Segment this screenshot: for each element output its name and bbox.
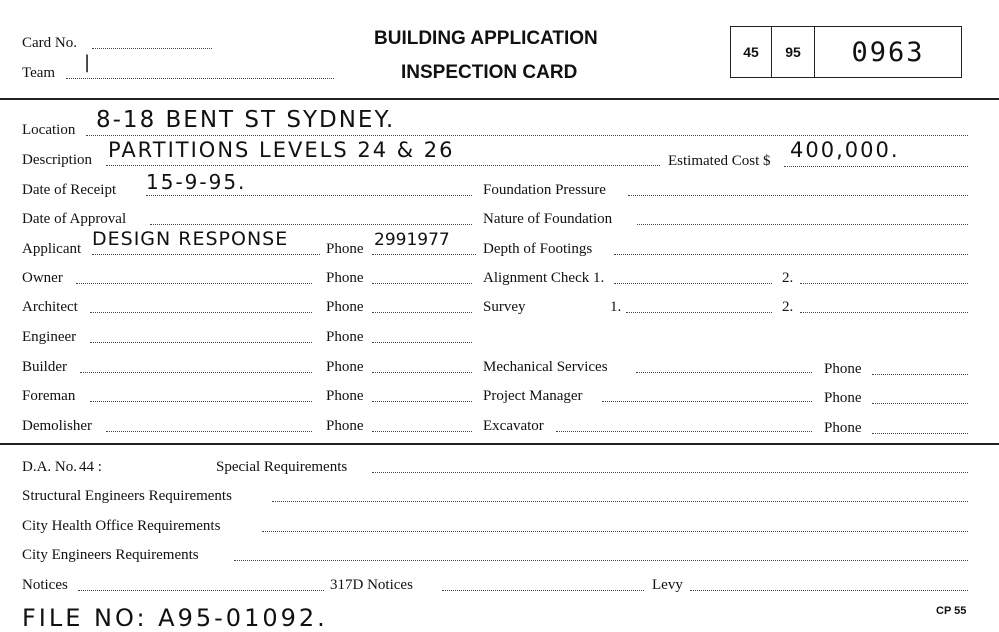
special-requirements-field[interactable]: [372, 472, 968, 473]
survey-2-label: 2.: [782, 299, 794, 315]
structural-engineers-field[interactable]: [272, 501, 968, 502]
excavator-label: Excavator: [483, 418, 544, 434]
architect-phone-field[interactable]: [372, 312, 472, 313]
description-field[interactable]: [106, 165, 660, 166]
location-label: Location: [22, 122, 76, 138]
alignment-check-label: Alignment Check 1.: [483, 270, 605, 286]
demolisher-field[interactable]: [106, 431, 312, 432]
applicant-field[interactable]: [92, 254, 320, 255]
mechanical-services-field[interactable]: [636, 372, 812, 373]
file-no-handwritten: FILE NO: A95-01092.: [22, 604, 328, 632]
levy-label: Levy: [652, 577, 683, 593]
architect-label: Architect: [22, 299, 78, 315]
architect-phone-label: Phone: [326, 299, 364, 315]
team-label: Team: [22, 65, 56, 81]
depth-of-footings-field[interactable]: [614, 254, 968, 255]
header-divider: [0, 98, 999, 100]
section-divider: [0, 443, 999, 445]
survey-label: Survey: [483, 299, 526, 315]
project-manager-phone-field[interactable]: [872, 403, 968, 404]
notices-317d-field[interactable]: [442, 590, 644, 591]
excavator-field[interactable]: [556, 431, 812, 432]
date-of-approval-label: Date of Approval: [22, 211, 127, 227]
special-requirements-label: Special Requirements: [216, 459, 348, 475]
builder-field[interactable]: [80, 372, 312, 373]
levy-field[interactable]: [690, 590, 968, 591]
city-engineers-field[interactable]: [234, 560, 968, 561]
mechanical-services-phone-label: Phone: [824, 361, 862, 377]
nature-of-foundation-field[interactable]: [637, 224, 968, 225]
estimated-cost-field[interactable]: [784, 166, 968, 167]
card-no-label: Card No.: [22, 35, 77, 51]
nature-of-foundation-label: Nature of Foundation: [483, 211, 613, 227]
date-of-approval-field[interactable]: [150, 224, 472, 225]
demolisher-phone-field[interactable]: [372, 431, 472, 432]
form-code: CP 55: [936, 605, 967, 617]
card-number: 0963: [851, 36, 925, 68]
alignment-check-field-1[interactable]: [614, 283, 772, 284]
owner-phone-field[interactable]: [372, 283, 472, 284]
demolisher-phone-label: Phone: [326, 418, 364, 434]
city-engineers-label: City Engineers Requirements: [22, 547, 199, 563]
project-manager-label: Project Manager: [483, 388, 583, 404]
foreman-phone-label: Phone: [326, 388, 364, 404]
date-of-receipt-label: Date of Receipt: [22, 182, 117, 198]
notices-label: Notices: [22, 577, 68, 593]
card-no-field[interactable]: [92, 48, 212, 49]
builder-label: Builder: [22, 359, 67, 375]
builder-phone-label: Phone: [326, 359, 364, 375]
applicant-phone-value: 2991977: [374, 230, 450, 250]
mechanical-services-label: Mechanical Services: [483, 359, 608, 375]
card-number-box: [730, 26, 962, 78]
owner-label: Owner: [22, 270, 63, 286]
date-of-receipt-field[interactable]: [146, 195, 472, 196]
survey-field-1[interactable]: [626, 312, 772, 313]
description-value: PARTITIONS LEVELS 24 & 26: [108, 138, 455, 162]
engineer-field[interactable]: [90, 342, 312, 343]
team-field[interactable]: [66, 78, 334, 79]
builder-phone-field[interactable]: [372, 372, 472, 373]
city-health-label: City Health Office Requirements: [22, 518, 221, 534]
owner-field[interactable]: [76, 283, 312, 284]
notices-field[interactable]: [78, 590, 324, 591]
applicant-value: DESIGN RESPONSE: [92, 228, 289, 250]
foundation-pressure-label: Foundation Pressure: [483, 182, 606, 198]
architect-field[interactable]: [90, 312, 312, 313]
form-title-line1: BUILDING APPLICATION: [374, 28, 598, 49]
engineer-phone-field[interactable]: [372, 342, 472, 343]
location-field[interactable]: [86, 135, 968, 136]
applicant-phone-field[interactable]: [372, 254, 476, 255]
city-health-field[interactable]: [262, 531, 968, 532]
alignment-check-2-label: 2.: [782, 270, 794, 286]
depth-of-footings-label: Depth of Footings: [483, 241, 593, 257]
project-manager-phone-label: Phone: [824, 390, 862, 406]
description-label: Description: [22, 152, 92, 168]
excavator-phone-field[interactable]: [872, 433, 968, 434]
survey-field-2[interactable]: [800, 312, 968, 313]
alignment-check-field-2[interactable]: [800, 283, 968, 284]
da-no-label: D.A. No.: [22, 459, 77, 475]
engineer-label: Engineer: [22, 329, 77, 345]
team-value: |: [84, 52, 93, 73]
foundation-pressure-field[interactable]: [628, 195, 968, 196]
structural-engineers-label: Structural Engineers Requirements: [22, 488, 232, 504]
owner-phone-label: Phone: [326, 270, 364, 286]
applicant-label: Applicant: [22, 241, 82, 257]
applicant-phone-label: Phone: [326, 241, 364, 257]
foreman-label: Foreman: [22, 388, 76, 404]
foreman-field[interactable]: [90, 401, 312, 402]
excavator-phone-label: Phone: [824, 420, 862, 436]
box-cell-1: 45: [731, 27, 772, 77]
estimated-cost-value: 400,000.: [790, 138, 900, 162]
da-no-value: 44 :: [79, 459, 102, 475]
estimated-cost-label: Estimated Cost $: [668, 153, 771, 169]
box-cell-2: 95: [772, 27, 815, 77]
form-title-line2: INSPECTION CARD: [401, 62, 578, 83]
project-manager-field[interactable]: [602, 401, 812, 402]
engineer-phone-label: Phone: [326, 329, 364, 345]
mechanical-services-phone-field[interactable]: [872, 374, 968, 375]
foreman-phone-field[interactable]: [372, 401, 472, 402]
notices-317d-label: 317D Notices: [330, 577, 413, 593]
location-value: 8-18 BENT ST SYDNEY.: [96, 107, 396, 133]
demolisher-label: Demolisher: [22, 418, 92, 434]
survey-1-label: 1.: [610, 299, 622, 315]
date-of-receipt-value: 15-9-95.: [146, 170, 247, 194]
